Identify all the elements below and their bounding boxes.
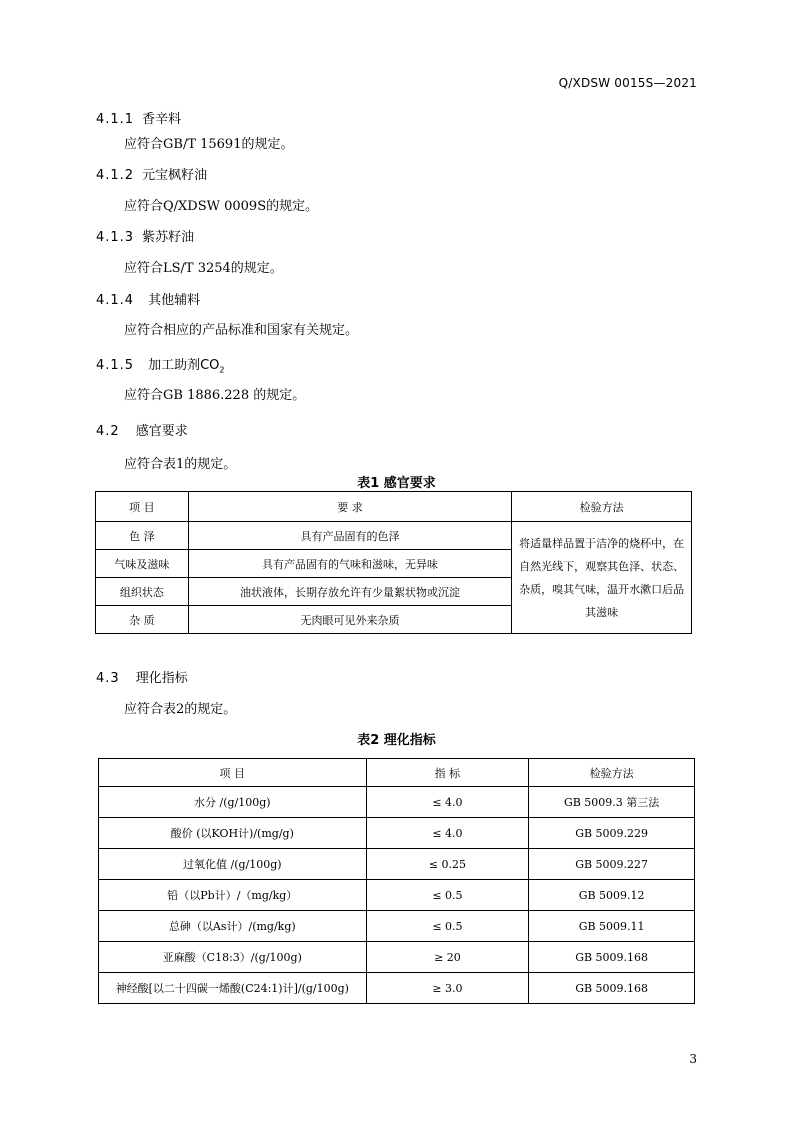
section-number: 4.1.3 <box>96 230 135 245</box>
table-header-row <box>99 759 695 787</box>
section-heading-4-1-1 <box>96 108 181 127</box>
method-cell: GB 5009.229 <box>529 818 695 849</box>
item-cell: 神经酸[以二十四碳一烯酸(C24:1)计]/(g/100g) <box>99 973 367 1004</box>
section-text-4-1-5: 应符合GB 1886.228 的规定。 <box>124 388 306 403</box>
section-heading-4-1-2 <box>96 164 207 183</box>
section-heading-4-2 <box>96 420 188 439</box>
header-cell: 检验方法 <box>512 492 692 522</box>
requirement-cell: 油状液体，长期存放允许有少量絮状物或沉淀 <box>188 578 511 606</box>
section-text-4-1-2: 应符合Q/XDSW 0009S的规定。 <box>124 199 319 214</box>
test-method-cell: 将适量样品置于洁净的烧杯中，在自然光线下，观察其色泽、状态、杂质，嗅其气味，温开水漱口后品其滋味 <box>512 522 692 634</box>
table-row <box>99 818 695 849</box>
table-row <box>99 911 695 942</box>
value-cell: ≥ 3.0 <box>366 973 529 1004</box>
header-cell: 要 求 <box>188 492 511 522</box>
table-header-row <box>96 492 692 522</box>
section-number: 4.1.5 <box>96 358 135 373</box>
item-cell: 气味及滋味 <box>96 550 189 578</box>
value-cell: ≤ 4.0 <box>366 787 529 818</box>
section-text-4-1-3: 应符合LS/T 3254的规定。 <box>124 261 283 276</box>
table-row <box>99 880 695 911</box>
document-code: Q/XDSW 0015S—2021 <box>558 76 697 90</box>
section-heading-4-1-5 <box>96 354 224 375</box>
value-cell: ≤ 0.5 <box>366 880 529 911</box>
section-heading-4-3 <box>96 667 188 686</box>
section-title: 加工助剂CO <box>148 358 220 373</box>
section-text-4-3: 应符合表2的规定。 <box>124 702 237 717</box>
header-cell: 指 标 <box>366 759 529 787</box>
item-cell: 过氧化值 /(g/100g) <box>99 849 367 880</box>
subscript: 2 <box>219 365 225 375</box>
section-number: 4.3 <box>96 671 120 686</box>
method-cell: GB 5009.168 <box>529 942 695 973</box>
section-number: 4.1.2 <box>96 168 135 183</box>
value-cell: ≤ 0.5 <box>366 911 529 942</box>
value-cell: ≤ 4.0 <box>366 818 529 849</box>
item-cell: 铅（以Pb计）/（mg/kg） <box>99 880 367 911</box>
item-cell: 总砷（以As计）/(mg/kg) <box>99 911 367 942</box>
table1-caption: 表1 感官要求 <box>357 476 436 491</box>
item-cell: 酸价 (以KOH计)/(mg/g) <box>99 818 367 849</box>
section-heading-4-1-4 <box>96 289 200 308</box>
header-cell: 检验方法 <box>529 759 695 787</box>
section-title: 感官要求 <box>135 424 188 439</box>
value-cell: ≥ 20 <box>366 942 529 973</box>
table2-caption: 表2 理化指标 <box>357 733 436 748</box>
header-cell: 项 目 <box>96 492 189 522</box>
section-number: 4.1.4 <box>96 293 135 308</box>
table-row <box>99 787 695 818</box>
section-number: 4.2 <box>96 424 120 439</box>
sensory-requirements-table <box>95 491 692 634</box>
section-title: 理化指标 <box>135 671 188 686</box>
section-text-4-1-4: 应符合相应的产品标准和国家有关规定。 <box>124 323 359 338</box>
section-title: 紫苏籽油 <box>142 230 195 245</box>
section-title: 元宝枫籽油 <box>142 168 208 183</box>
header-cell: 项 目 <box>99 759 367 787</box>
requirement-cell: 具有产品固有的气味和滋味，无异味 <box>188 550 511 578</box>
section-number: 4.1.1 <box>96 112 135 127</box>
method-cell: GB 5009.168 <box>529 973 695 1004</box>
requirement-cell: 具有产品固有的色泽 <box>188 522 511 550</box>
section-title: 香辛料 <box>142 112 182 127</box>
item-cell: 组织状态 <box>96 578 189 606</box>
item-cell: 亚麻酸（C18:3）/(g/100g) <box>99 942 367 973</box>
section-heading-4-1-3 <box>96 226 194 245</box>
requirement-cell: 无肉眼可见外来杂质 <box>188 606 511 634</box>
item-cell: 色 泽 <box>96 522 189 550</box>
value-cell: ≤ 0.25 <box>366 849 529 880</box>
physicochemical-indicators-table <box>98 758 695 1004</box>
section-title: 其他辅料 <box>148 293 201 308</box>
method-cell: GB 5009.227 <box>529 849 695 880</box>
table-row <box>96 522 692 550</box>
method-cell: GB 5009.3 第三法 <box>529 787 695 818</box>
section-text-4-2: 应符合表1的规定。 <box>124 457 237 472</box>
table-row <box>99 849 695 880</box>
table-row <box>99 942 695 973</box>
method-cell: GB 5009.11 <box>529 911 695 942</box>
table-row <box>99 973 695 1004</box>
page-number: 3 <box>689 1052 697 1066</box>
item-cell: 杂 质 <box>96 606 189 634</box>
section-text-4-1-1: 应符合GB/T 15691的规定。 <box>124 137 294 152</box>
method-cell: GB 5009.12 <box>529 880 695 911</box>
item-cell: 水分 /(g/100g) <box>99 787 367 818</box>
